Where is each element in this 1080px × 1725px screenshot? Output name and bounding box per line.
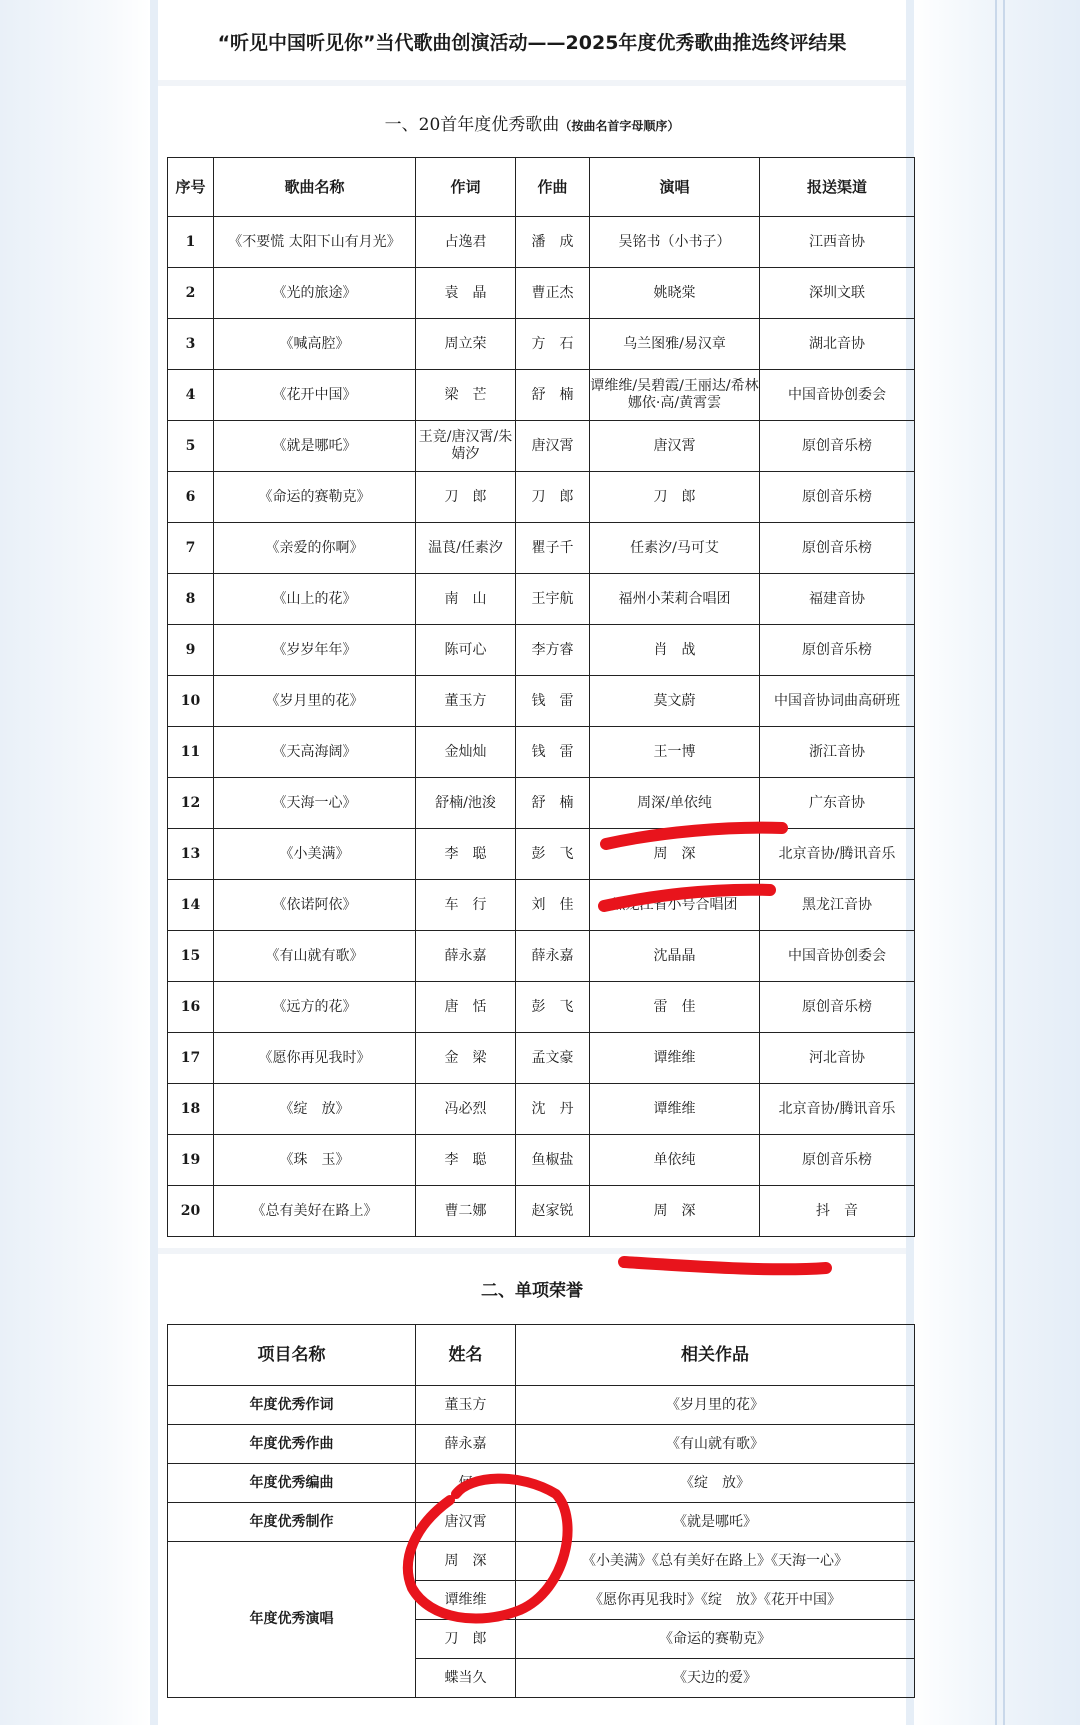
- cell-singer: 吴铭书（小书子）: [590, 217, 760, 268]
- col-header-number: 序号: [168, 158, 214, 217]
- cell-song: 《命运的赛勒克》: [214, 472, 416, 523]
- cell-number: 17: [168, 1033, 214, 1084]
- cell-song: 《岁岁年年》: [214, 625, 416, 676]
- cell-channel: 原创音乐榜: [760, 472, 915, 523]
- cell-name: 蝶当久: [416, 1659, 516, 1698]
- cell-singer: 单依纯: [590, 1135, 760, 1186]
- cell-composer: 方 石: [516, 319, 590, 370]
- song-row: [168, 1033, 915, 1084]
- cell-lyricist: 曹二娜: [416, 1186, 516, 1237]
- cell-channel: 北京音协/腾讯音乐: [760, 1084, 915, 1135]
- cell-number: 9: [168, 625, 214, 676]
- cell-number: 10: [168, 676, 214, 727]
- honor-row: [168, 1464, 915, 1503]
- cell-composer: 鱼椒盐: [516, 1135, 590, 1186]
- honor-row: [168, 1386, 915, 1425]
- honors-table-header: [168, 1325, 915, 1386]
- section-divider: [158, 80, 906, 86]
- cell-composer: 瞿子千: [516, 523, 590, 574]
- song-row: [168, 676, 915, 727]
- songs-table: [167, 157, 915, 1237]
- cell-works: 《岁月里的花》: [516, 1386, 915, 1425]
- cell-lyricist: 唐 恬: [416, 982, 516, 1033]
- cell-composer: 薛永嘉: [516, 931, 590, 982]
- cell-lyricist: 董玉方: [416, 676, 516, 727]
- cell-composer: 舒 楠: [516, 370, 590, 421]
- cell-channel: 原创音乐榜: [760, 982, 915, 1033]
- cell-number: 12: [168, 778, 214, 829]
- cell-name: 谭维维: [416, 1581, 516, 1620]
- right-guide-line: [995, 0, 997, 1725]
- cell-composer: 潘 成: [516, 217, 590, 268]
- cell-channel: 原创音乐榜: [760, 1135, 915, 1186]
- cell-name: 何: [416, 1464, 516, 1503]
- cell-lyricist: 李 聪: [416, 829, 516, 880]
- cell-number: 5: [168, 421, 214, 472]
- col-header-lyricist: 作词: [416, 158, 516, 217]
- cell-song: 《有山就有歌》: [214, 931, 416, 982]
- cell-works: 《就是哪吒》: [516, 1503, 915, 1542]
- cell-name: 董玉方: [416, 1386, 516, 1425]
- song-row: [168, 625, 915, 676]
- col-header-singer: 演唱: [590, 158, 760, 217]
- cell-song: 《天高海阔》: [214, 727, 416, 778]
- cell-song: 《就是哪吒》: [214, 421, 416, 472]
- cell-song: 《愿你再见我时》: [214, 1033, 416, 1084]
- cell-number: 18: [168, 1084, 214, 1135]
- cell-number: 16: [168, 982, 214, 1033]
- cell-number: 6: [168, 472, 214, 523]
- cell-number: 14: [168, 880, 214, 931]
- cell-number: 1: [168, 217, 214, 268]
- cell-singer: 唐汉霄: [590, 421, 760, 472]
- cell-singer: 姚晓棠: [590, 268, 760, 319]
- cell-channel: 河北音协: [760, 1033, 915, 1084]
- cell-composer: 孟文豪: [516, 1033, 590, 1084]
- song-row: [168, 778, 915, 829]
- songs-table-header: [168, 158, 915, 217]
- cell-category: 年度优秀作曲: [168, 1425, 416, 1464]
- cell-lyricist: 金灿灿: [416, 727, 516, 778]
- cell-channel: 原创音乐榜: [760, 625, 915, 676]
- cell-singer: 王一博: [590, 727, 760, 778]
- cell-song: 《花开中国》: [214, 370, 416, 421]
- cell-composer: 王宇航: [516, 574, 590, 625]
- col-header-category: 项目名称: [168, 1325, 416, 1386]
- cell-lyricist: 李 聪: [416, 1135, 516, 1186]
- left-background: [0, 0, 150, 1725]
- cell-name: 薛永嘉: [416, 1425, 516, 1464]
- cell-channel: 福建音协: [760, 574, 915, 625]
- cell-category: 年度优秀制作: [168, 1503, 416, 1542]
- cell-channel: 中国音协创委会: [760, 931, 915, 982]
- cell-song: 《喊高腔》: [214, 319, 416, 370]
- song-row: [168, 370, 915, 421]
- cell-singer: 莫文蔚: [590, 676, 760, 727]
- cell-lyricist: 舒楠/池浚: [416, 778, 516, 829]
- cell-number: 8: [168, 574, 214, 625]
- section2-title: 二、单项荣誉: [481, 1281, 583, 1301]
- col-header-channel: 报送渠道: [760, 158, 915, 217]
- cell-lyricist: 周立荣: [416, 319, 516, 370]
- cell-composer: 彭 飞: [516, 829, 590, 880]
- cell-number: 15: [168, 931, 214, 982]
- song-row: [168, 268, 915, 319]
- song-row: [168, 880, 915, 931]
- cell-composer: 彭 飞: [516, 982, 590, 1033]
- document-title: “听见中国听见你”当代歌曲创演活动——2025年度优秀歌曲推选终评结果: [217, 32, 847, 54]
- cell-lyricist: 金 梁: [416, 1033, 516, 1084]
- cell-name: 唐汉霄: [416, 1503, 516, 1542]
- cell-number: 13: [168, 829, 214, 880]
- honors-table: [167, 1324, 915, 1698]
- cell-works: 《天边的爱》: [516, 1659, 915, 1698]
- song-row: [168, 1186, 915, 1237]
- cell-channel: 中国音协词曲高研班: [760, 676, 915, 727]
- cell-song: 《岁月里的花》: [214, 676, 416, 727]
- cell-composer: 赵家锐: [516, 1186, 590, 1237]
- cell-song: 《珠 玉》: [214, 1135, 416, 1186]
- cell-works: 《愿你再见我时》《绽 放》《花开中国》: [516, 1581, 915, 1620]
- cell-singer: 周 深: [590, 829, 760, 880]
- cell-composer: 刘 佳: [516, 880, 590, 931]
- song-row: [168, 217, 915, 268]
- honor-row: [168, 1542, 915, 1581]
- cell-lyricist: 袁 晶: [416, 268, 516, 319]
- cell-song: 《依诺阿依》: [214, 880, 416, 931]
- cell-composer: 刀 郎: [516, 472, 590, 523]
- cell-number: 7: [168, 523, 214, 574]
- right-guide-line: [1003, 0, 1005, 1725]
- section-divider: [158, 1248, 906, 1254]
- cell-category: 年度优秀编曲: [168, 1464, 416, 1503]
- cell-number: 2: [168, 268, 214, 319]
- song-row: [168, 931, 915, 982]
- cell-channel: 江西音协: [760, 217, 915, 268]
- song-row: [168, 982, 915, 1033]
- cell-singer: 谭维维/吴碧霞/王丽达/希林娜依·高/黄霄雲: [590, 370, 760, 421]
- cell-number: 20: [168, 1186, 214, 1237]
- cell-channel: 抖 音: [760, 1186, 915, 1237]
- cell-channel: 原创音乐榜: [760, 523, 915, 574]
- cell-lyricist: 刀 郎: [416, 472, 516, 523]
- cell-works: 《小美满》《总有美好在路上》《天海一心》: [516, 1542, 915, 1581]
- cell-lyricist: 车 行: [416, 880, 516, 931]
- cell-composer: 曹正杰: [516, 268, 590, 319]
- cell-channel: 浙江音协: [760, 727, 915, 778]
- cell-song: 《不要慌 太阳下山有月光》: [214, 217, 416, 268]
- cell-name: 周 深: [416, 1542, 516, 1581]
- cell-channel: 湖北音协: [760, 319, 915, 370]
- left-border: [150, 0, 158, 1725]
- cell-song: 《小美满》: [214, 829, 416, 880]
- cell-number: 19: [168, 1135, 214, 1186]
- cell-composer: 舒 楠: [516, 778, 590, 829]
- col-header-song: 歌曲名称: [214, 158, 416, 217]
- cell-name: 刀 郎: [416, 1620, 516, 1659]
- cell-song: 《绽 放》: [214, 1084, 416, 1135]
- song-row: [168, 829, 915, 880]
- cell-number: 4: [168, 370, 214, 421]
- cell-song: 《山上的花》: [214, 574, 416, 625]
- cell-singer: 刀 郎: [590, 472, 760, 523]
- cell-song: 《亲爱的你啊》: [214, 523, 416, 574]
- cell-category: 年度优秀作词: [168, 1386, 416, 1425]
- cell-singer: 黑龙江省小号合唱团: [590, 880, 760, 931]
- cell-singer: 肖 战: [590, 625, 760, 676]
- cell-singer: 雷 佳: [590, 982, 760, 1033]
- song-row: [168, 727, 915, 778]
- cell-song: 《总有美好在路上》: [214, 1186, 416, 1237]
- song-row: [168, 1135, 915, 1186]
- cell-works: 《有山就有歌》: [516, 1425, 915, 1464]
- section1-title: [158, 110, 906, 135]
- col-header-composer: 作曲: [516, 158, 590, 217]
- song-row: [168, 472, 915, 523]
- cell-singer: 周深/单依纯: [590, 778, 760, 829]
- cell-works: 《命运的赛勒克》: [516, 1620, 915, 1659]
- cell-channel: 深圳文联: [760, 268, 915, 319]
- song-row: [168, 319, 915, 370]
- cell-singer: 乌兰图雅/易汉章: [590, 319, 760, 370]
- cell-channel: 黑龙江音协: [760, 880, 915, 931]
- cell-channel: 中国音协创委会: [760, 370, 915, 421]
- section1-heading: 一、20首年度优秀歌曲: [384, 115, 560, 135]
- cell-composer: 钱 雷: [516, 676, 590, 727]
- song-row: [168, 421, 915, 472]
- cell-lyricist: 温茛/任素汐: [416, 523, 516, 574]
- cell-song: 《光的旅途》: [214, 268, 416, 319]
- col-header-name: 姓名: [416, 1325, 516, 1386]
- song-row: [168, 523, 915, 574]
- honor-row: [168, 1425, 915, 1464]
- song-row: [168, 1084, 915, 1135]
- section1-note: （按曲名首字母顺序）: [559, 119, 680, 133]
- cell-number: 11: [168, 727, 214, 778]
- cell-channel: 广东音协: [760, 778, 915, 829]
- cell-works: 《绽 放》: [516, 1464, 915, 1503]
- cell-singer: 周 深: [590, 1186, 760, 1237]
- cell-lyricist: 薛永嘉: [416, 931, 516, 982]
- cell-lyricist: 梁 芒: [416, 370, 516, 421]
- cell-lyricist: 冯必烈: [416, 1084, 516, 1135]
- cell-lyricist: 南 山: [416, 574, 516, 625]
- cell-channel: 北京音协/腾讯音乐: [760, 829, 915, 880]
- col-header-works: 相关作品: [516, 1325, 915, 1386]
- cell-composer: 沈 丹: [516, 1084, 590, 1135]
- cell-song: 《天海一心》: [214, 778, 416, 829]
- cell-singer: 福州小茉莉合唱团: [590, 574, 760, 625]
- cell-singer: 沈晶晶: [590, 931, 760, 982]
- cell-lyricist: 王竞/唐汉霄/朱婧汐: [416, 421, 516, 472]
- cell-lyricist: 占逸君: [416, 217, 516, 268]
- cell-singer: 谭维维: [590, 1084, 760, 1135]
- cell-lyricist: 陈可心: [416, 625, 516, 676]
- cell-category: 年度优秀演唱: [168, 1542, 416, 1698]
- cell-composer: 钱 雷: [516, 727, 590, 778]
- cell-singer: 谭维维: [590, 1033, 760, 1084]
- cell-singer: 任素汐/马可艾: [590, 523, 760, 574]
- cell-composer: 唐汉霄: [516, 421, 590, 472]
- cell-number: 3: [168, 319, 214, 370]
- honor-row: [168, 1503, 915, 1542]
- cell-channel: 原创音乐榜: [760, 421, 915, 472]
- cell-song: 《远方的花》: [214, 982, 416, 1033]
- song-row: [168, 574, 915, 625]
- cell-composer: 李方睿: [516, 625, 590, 676]
